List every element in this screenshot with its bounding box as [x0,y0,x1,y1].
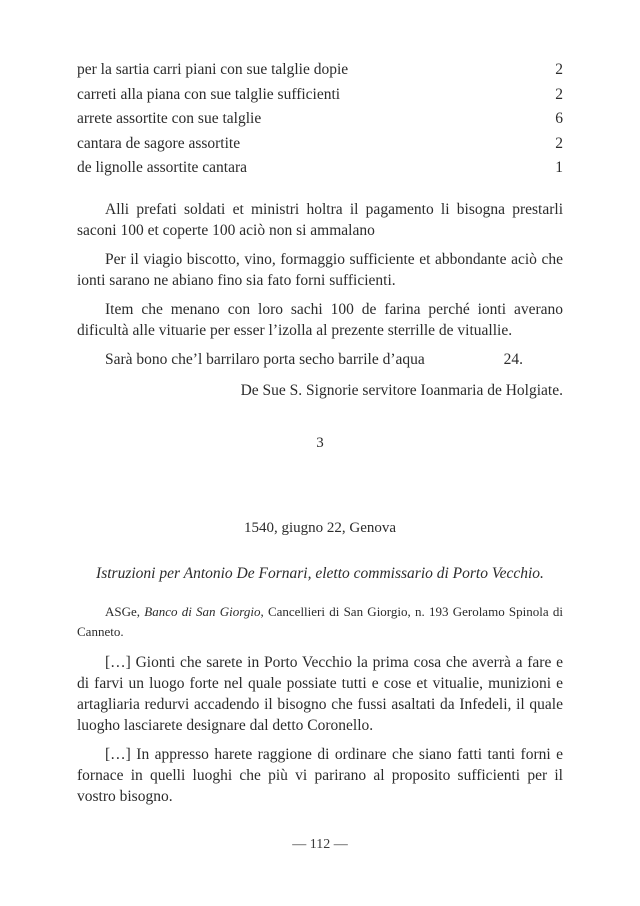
source-prefix: ASGe, [105,603,145,619]
ledger-item-label: cantara de sagore assortite [77,134,241,152]
page-number: — 112 — [292,836,348,852]
paragraph: […] In appresso harete raggione di ordinare che siano fatti tanti forni e fornace in quelli luoghi che più vi parirano al proposito sufficienti per il vostro bisogno. [77,745,563,805]
water-barrels-quantity: 24. [503,350,523,368]
paragraph: Alli prefati soldati et ministri holtra il pagamento li bisogna prestarli saconi 100 et coperte 100 aciò non si ammalano [77,200,563,239]
signature-line: De Sue S. Signorie servitore Ioanmaria de Holgiate. [240,381,563,399]
ledger-row [77,107,563,132]
document-title: Istruzioni per Antonio De Fornari, eletto commissario di Porto Vecchio. [96,564,544,582]
paragraph: Per il viagio biscotto, vino, formaggio sufficiente et abbondante aciò che ionti sarano ne abiano fino sia fato forni sufficienti. [77,250,563,289]
paragraph: Item che menano con loro sachi 100 de farina perché ionti averano dificultà alle vituarie per esser l’izolla al prezente sterrille de vituallie. [77,300,563,339]
ledger-item-label: arrete assortite con sue talglie [77,110,262,128]
ledger-item-label: carreti alla piana con sue talglie sufficienti [77,85,341,103]
ledger-row [77,156,563,181]
document-3-body [77,652,563,807]
paragraph: […] Gionti che sarete in Porto Vecchio la prima cosa che averrà a fare e di farvi un luogo forte nel quale possiate tutti e cose et vitualie, munizioni e artagliaria redurvi accadendo il bisogno che fussi asaltati da Infedeli, il quale luogho lasciarete designare dal detto Coronello. [77,653,563,734]
ledger-row [77,58,563,83]
dateline: 1540, giugno 22, Genova [243,519,397,536]
document-2-body [77,199,563,401]
source-fond-name: Banco di San Giorgio [144,603,261,619]
ledger-item-label: de lignolle assortite cantara [77,159,248,177]
ledger-item-quantity: 1 [555,159,563,177]
water-barrels-label: Sarà bono che’l barrilaro porta secho barrile d’aqua [105,350,425,368]
section-number: 3 [316,434,324,451]
ledger-item-quantity: 6 [555,110,563,128]
source-suffix: , Cancellieri di San Giorgio, n. 193 Gerolamo Spinola di Canneto. [77,603,563,639]
supply-ledger [77,58,563,181]
ledger-item-quantity: 2 [555,85,563,103]
ledger-row [77,83,563,108]
ledger-item-quantity: 2 [555,61,563,78]
archival-source-note [77,602,563,642]
water-barrels-line [77,349,563,370]
ledger-row [77,132,563,157]
ledger-item-label: per la sartia carri piani con sue talglie dopie [77,61,349,78]
ledger-item-quantity: 2 [555,134,563,152]
